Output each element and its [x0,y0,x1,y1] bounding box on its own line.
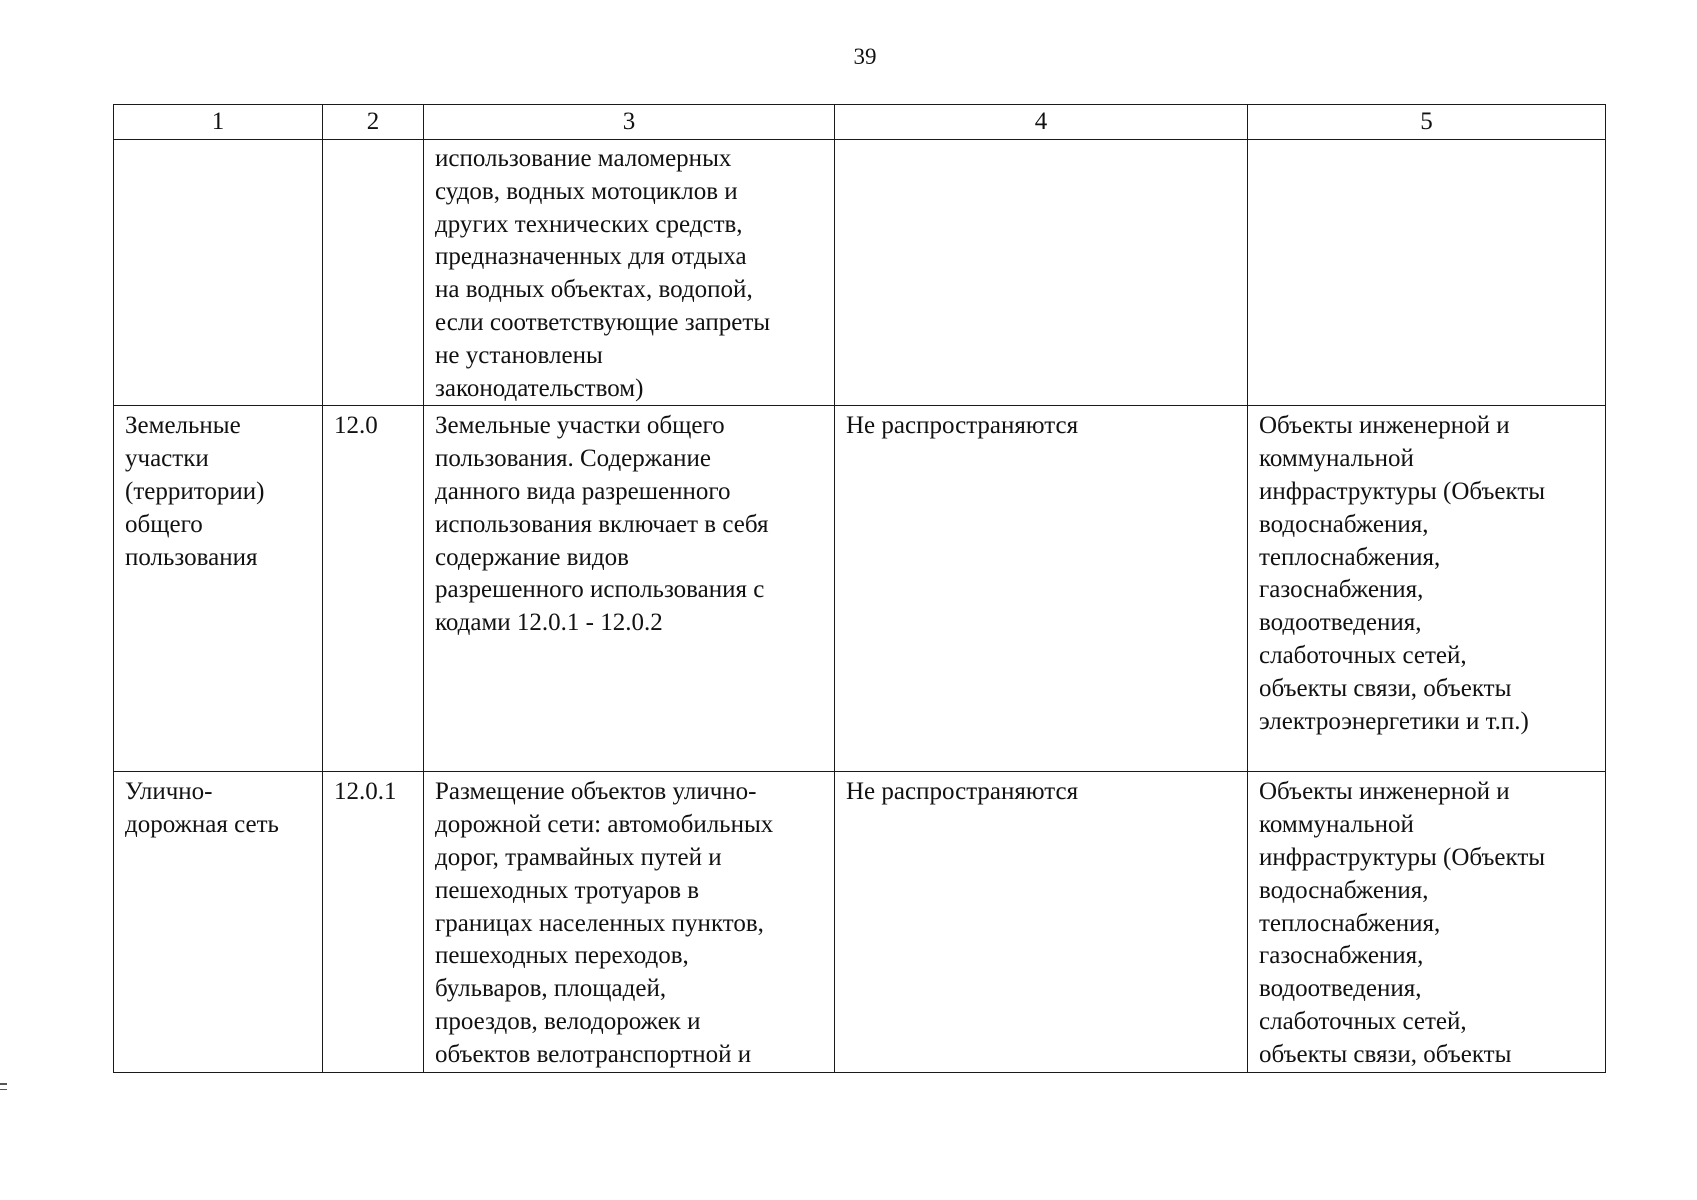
cell-text: использование маломерных судов, водных мотоциклов и других технических средств, предназначенных для отдыха на водных объектах, водопой, если соответствующие запреты не установлены законодательством) [435,145,771,402]
table-cell [323,140,424,406]
column-header-5: 5 [1248,105,1606,140]
table-cell [114,140,323,406]
column-header-1: 1 [114,105,323,140]
column-header-3: 3 [424,105,835,140]
table-cell [424,140,835,406]
table-row [114,772,1606,1072]
cell-text: 12.0 [334,412,378,440]
table-row [114,140,1606,406]
table-cell [835,140,1248,406]
table-cell [835,772,1248,1072]
column-header-4: 4 [835,105,1248,140]
table-cell [1248,772,1606,1072]
column-header-2: 2 [323,105,424,140]
table-cell [323,772,424,1072]
table-cell [1248,140,1606,406]
table-header-row [114,105,1606,140]
cell-text: Размещение объектов улично- дорожной сети: автомобильных дорог, трамвайных путей и пешеходных тротуаров в границах населенных пунктов, пешеходных переходов, бульваров, площадей, проездов, велодорожек и объектов велотранспортной и [435,778,774,1068]
land-use-table [113,104,1606,1073]
cell-text: Объекты инженерной и коммунальной инфраструктуры (Объекты водоснабжения, теплоснабжения, газоснабжения, водоотведения, слаботочных сетей, объекты связи, объекты электроэнергетики и т.п.) [1259,412,1546,735]
table-cell [835,406,1248,772]
cell-text: 12.0.1 [334,778,397,806]
cell-text: Не распространяются [846,778,1079,806]
table-cell [114,406,323,772]
table-cell [1248,406,1606,772]
cell-text: Земельные участки (территории) общего пользования [125,412,265,571]
page-number: 39 [853,44,877,69]
table-row [114,406,1606,772]
margin-binding-mark [0,1083,7,1097]
cell-text: Улично- дорожная сеть [125,778,279,839]
cell-text: Земельные участки общего пользования. Содержание данного вида разрешенного использования включает в себя содержание видов разрешенного использования с кодами 12.0.1 - 12.0.2 [435,412,769,637]
table-cell [424,772,835,1072]
cell-text: Не распространяются [846,412,1079,440]
table-cell [424,406,835,772]
table-cell [114,772,323,1072]
table-cell [323,406,424,772]
cell-text: Объекты инженерной и коммунальной инфраструктуры (Объекты водоснабжения, теплоснабжения, газоснабжения, водоотведения, слаботочных сетей, объекты связи, объекты [1259,778,1546,1068]
